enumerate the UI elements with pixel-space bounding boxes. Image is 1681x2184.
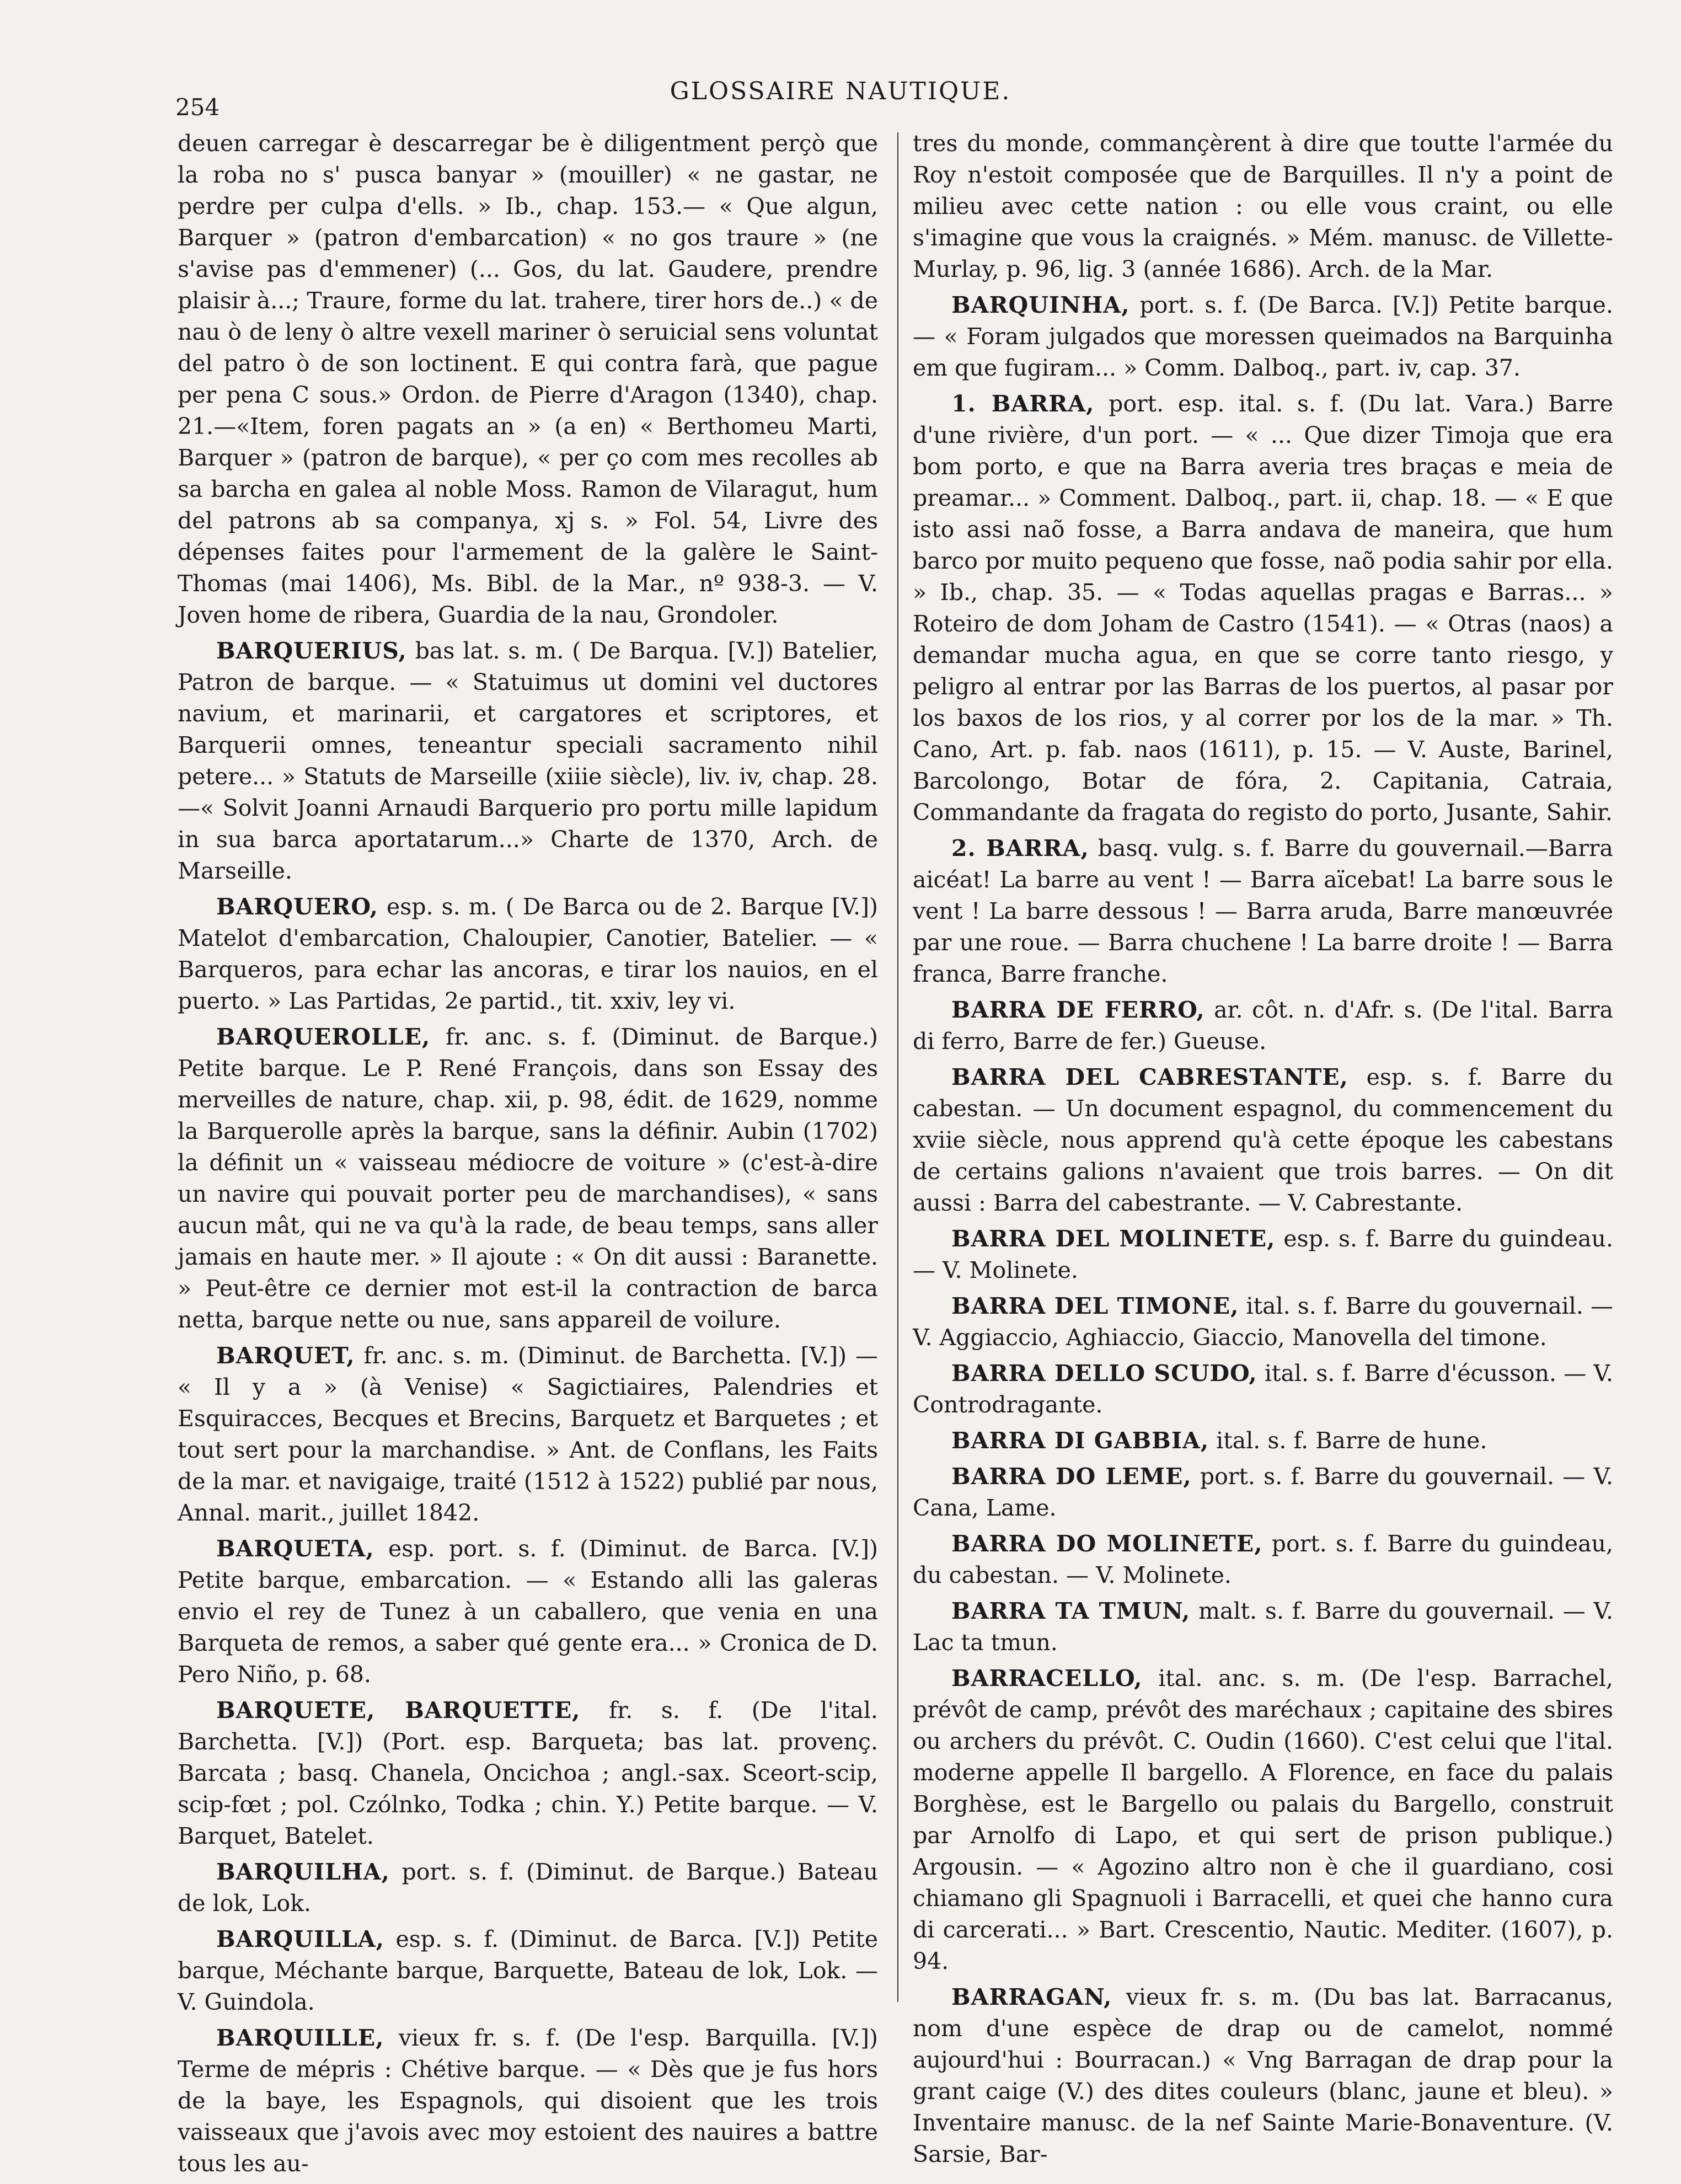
dictionary-entry bbox=[913, 1291, 1613, 1353]
dictionary-entry bbox=[913, 1663, 1613, 1977]
left-column bbox=[178, 128, 878, 2184]
entry-text: bas lat. s. m. ( De Barqua. [V.]) Batelier, Patron de barque. — « Statuimus ut domini vel ductores navium, et marinarii, et cargatores et scriptores, et Barquerii omnes, teneantur speciali sacramento nihil petere... » Statuts de Marseille (xiiie siècle), liv. iv, chap. 28.—« Solvit Joanni Arnaudi Barquerio pro portu mille lapidum in sua barca aportatarum...» Charte de 1370, Arch. de Marseille. bbox=[178, 638, 878, 884]
entry-text: esp. s. f. (Diminut. de Barca. [V.]) Petite barque, Méchante barque, Barquette, Bateau de lok, Lok. — V. Guindola. bbox=[178, 1926, 878, 2015]
dictionary-entry bbox=[913, 994, 1613, 1057]
entry-headword: BARQUERO, bbox=[216, 893, 378, 920]
entry-headword: BARQUILLA, bbox=[216, 1926, 384, 1952]
entry-text: port. s. f. Barre du gouvernail. — V. Cana, Lame. bbox=[913, 1463, 1613, 1521]
entry-text: esp. s. f. Barre du cabestan. — Un document espagnol, du commencement du xviie siècle, nous apprend qu'à cette époque les cabestans de certains galions n'avaient que trois barres. — On dit aussi : Barra del cabestrante. — V. Cabrestante. bbox=[913, 1064, 1613, 1216]
dictionary-entry bbox=[178, 1340, 878, 1529]
dictionary-entry bbox=[913, 1062, 1613, 1219]
entry-headword: BARRA TA TMUN, bbox=[951, 1598, 1191, 1624]
entry-text: ar. côt. n. d'Afr. s. (De l'ital. Barra di ferro, Barre de fer.) Gueuse. bbox=[913, 997, 1613, 1054]
dictionary-entry bbox=[178, 128, 878, 631]
entry-headword: BARQUETE, BARQUETTE, bbox=[216, 1697, 581, 1723]
dictionary-entry bbox=[178, 1924, 878, 2018]
dictionary-entry bbox=[178, 1533, 878, 1690]
dictionary-entry bbox=[178, 1856, 878, 1919]
entry-text: ital. anc. s. m. (De l'esp. Barrachel, prévôt de camp, prévôt des maréchaux ; capitaine des sbires ou archers du prévôt. C. Oudin (1660). C'est celui que l'ital. moderne appelle Il bargello. A Florence, en face du palais Borghèse, est le Bargello ou palais du Bargello, construit par Arnolfo di Lapo, et qui sert de prison publique.) Argousin. — « Agozino altro non è che il guardiano, cosi chiamano gli Spagnuoli i Barracelli, et quei che hanno cura di carcerati... » Bart. Crescentio, Nautic. Mediter. (1607), p. 94. bbox=[913, 1665, 1613, 1974]
entry-text: malt. s. f. Barre du gouvernail. — V. Lac ta tmun. bbox=[913, 1598, 1613, 1656]
entry-text: esp. port. s. f. (Diminut. de Barca. [V.]) Petite barque, embarcation. — « Estando alli las galeras envio el rey de Tunez à un caballero, que venia en una Barqueta de remos, a saber qué gente era... » Cronica de D. Pero Niño, p. 68. bbox=[178, 1535, 878, 1688]
dictionary-entry bbox=[913, 1425, 1613, 1457]
entry-headword: BARRA DE FERRO, bbox=[951, 997, 1205, 1023]
entry-headword: BARQUEROLLE, bbox=[216, 1024, 431, 1050]
dictionary-entry bbox=[913, 1528, 1613, 1591]
entry-text: esp. s. f. Barre du guindeau. — V. Molinete. bbox=[913, 1225, 1613, 1283]
entry-headword: 1. BARRA, bbox=[951, 390, 1095, 417]
entry-headword: BARQUINHA, bbox=[951, 292, 1130, 318]
dictionary-entry bbox=[178, 2022, 878, 2180]
entry-text: esp. s. m. ( De Barca ou de 2. Barque [V.]) Matelot d'embarcation, Chaloupier, Canotier, Batelier. — « Barqueros, para echar las ancoras, e tirar los nauios, en el puerto. » Las Partidas, 2e partid., tit. xxiv, ley vi. bbox=[178, 893, 878, 1014]
entry-text: vieux fr. s. m. (Du bas lat. Barracanus, nom d'une espèce de drap ou de camelot, nommé aujourd'hui : Bourracan.) « Vng Barragan de drap pour la grant caige (V.) des dites couleurs (blanc, jaune et bleu). » Inventaire manusc. de la nef Sainte Marie-Bonaventure. (V. Sarsie, Bar- bbox=[913, 1984, 1613, 2167]
entry-text: deuen carregar è descarregar be è diligentment perçò que la roba no s' pusca banyar » (mouiller) « ne gastar, ne perdre per culpa d'ells. » Ib., chap. 153.— « Que algun, Barquer » (patron d'embarcation) « no gos traure » (ne s'avise pas d'emmener) (... Gos, du lat. Gaudere, prendre plaisir à...; Traure, forme du lat. trahere, tirer hors de..) « de nau ò de leny ò altre vexell mariner ò seruicial sens voluntat del patro ò de son loctinent. E qui contra farà, que pague per pena C sous.» Ordon. de Pierre d'Aragon (1340), chap. 21.—«Item, foren pagats an » (a en) « Berthomeu Marti, Barquer » (patron de barque), « per ço com mes recolles ab sa barcha en galea al noble Moss. Ramon de Vilaragut, hum del patrons ab sa companya, xj s. » Fol. 54, Livre des dépenses faites pour l'armement de la galère le Saint-Thomas (mai 1406), Ms. Bibl. de la Mar., nº 938-3. — V. Joven home de ribera, Guardia de la nau, Grondoler. bbox=[178, 130, 878, 628]
entry-headword: BARRACELLO, bbox=[951, 1665, 1143, 1691]
dictionary-entry bbox=[913, 1461, 1613, 1524]
dictionary-entry bbox=[913, 1982, 1613, 2170]
entry-text: vieux fr. s. f. (De l'esp. Barquilla. [V.]) Terme de mépris : Chétive barque. — « Dès que je fus hors de la baye, les Espagnols, qui disoient que les trois vaisseaux que j'avois avec moy estoient des nauires a battre tous les au- bbox=[178, 2025, 878, 2177]
dictionary-entry bbox=[913, 1223, 1613, 1286]
entry-headword: BARRA DEL MOLINETE, bbox=[951, 1225, 1276, 1252]
dictionary-entry bbox=[913, 290, 1613, 384]
page-number: 254 bbox=[175, 94, 220, 121]
dictionary-entry bbox=[913, 833, 1613, 990]
entry-headword: BARRA DI GABBIA, bbox=[951, 1427, 1209, 1454]
entry-text: ital. s. f. Barre du gouvernail. — V. Aggiaccio, Aghiaccio, Giaccio, Manovella del timone. bbox=[913, 1293, 1613, 1351]
dictionary-entry bbox=[178, 1021, 878, 1336]
entry-text: fr. anc. s. m. (Diminut. de Barchetta. [V.]) — « Il y a » (à Venise) « Sagictiaires, Palendries et Esquiracces, Becques et Brecins, Barquetz et Barquetes ; et tout sert pour la marchandise. » Ant. de Conflans, les Faits de la mar. et navigaige, traité (1512 à 1522) publié par nous, Annal. marit., juillet 1842. bbox=[178, 1342, 878, 1526]
entry-headword: BARRA DEL CABRESTANTE, bbox=[951, 1064, 1348, 1090]
dictionary-entry bbox=[178, 891, 878, 1017]
entry-headword: BARRAGAN, bbox=[951, 1984, 1112, 2010]
entry-headword: BARRA DEL TIMONE, bbox=[951, 1293, 1239, 1319]
entry-headword: BARRA DO MOLINETE, bbox=[951, 1530, 1263, 1557]
entry-headword: BARQUILHA, bbox=[216, 1859, 390, 1885]
entry-headword: BARQUILLE, bbox=[216, 2025, 384, 2051]
entry-headword: 2. BARRA, bbox=[951, 835, 1089, 861]
entry-text: port. s. f. (De Barca. [V.]) Petite barque. — « Foram julgados que moressen queimados na Barquinha em que fugiram... » Comm. Dalboq., part. iv, cap. 37. bbox=[913, 292, 1613, 381]
right-column bbox=[913, 128, 1613, 2175]
dictionary-entry bbox=[913, 1358, 1613, 1421]
entry-text: ital. s. f. Barre de hune. bbox=[1216, 1427, 1487, 1454]
entry-headword: BARRA DELLO SCUDO, bbox=[951, 1360, 1257, 1387]
dictionary-entry bbox=[913, 1596, 1613, 1658]
entry-headword: BARQUET, bbox=[216, 1342, 355, 1369]
entry-text: port. s. f. Barre du guindeau, du cabestan. — V. Molinete. bbox=[913, 1530, 1613, 1588]
entry-headword: BARQUERIUS, bbox=[216, 638, 407, 664]
entry-text: fr. anc. s. f. (Diminut. de Barque.) Petite barque. Le P. René François, dans son Essay des merveilles de nature, chap. xii, p. 98, édit. de 1629, nomme la Barquerolle après la barque, sans la définir. Aubin (1702) la définit un « vaisseau médiocre de voiture » (c'est-à-dire un navire qui pouvait porter peu de marchandises), « sans aucun mât, qui ne va qu'à la rade, de beau temps, sans aller jamais en haute mer. » Il ajoute : « On dit aussi : Baranette. » Peut-être ce dernier mot est-il la contraction de barca netta, barque nette ou nue, sans appareil de voilure. bbox=[178, 1024, 878, 1333]
running-head: GLOSSAIRE NAUTIQUE. bbox=[670, 77, 1011, 105]
dictionary-entry bbox=[913, 128, 1613, 285]
entry-text: basq. vulg. s. f. Barre du gouvernail.—Barra aicéat! La barre au vent ! — Barra aïcebat! La barre sous le vent ! La barre dessous ! — Barra aruda, Barre manœuvrée par une roue. — Barra chuchene ! La barre droite ! — Barra franca, Barre franche. bbox=[913, 835, 1613, 987]
dictionary-entry bbox=[178, 635, 878, 887]
dictionary-entry bbox=[913, 388, 1613, 828]
column-divider bbox=[897, 132, 898, 2002]
entry-headword: BARQUETA, bbox=[216, 1535, 374, 1562]
entry-text: ital. s. f. Barre d'écusson. — V. Controdragante. bbox=[913, 1360, 1613, 1418]
entry-text: port. s. f. (Diminut. de Barque.) Bateau de lok, Lok. bbox=[178, 1859, 878, 1917]
entry-text: tres du monde, commançèrent à dire que toutte l'armée du Roy n'estoit composée que de Barquilles. Il n'y a point de milieu avec cette nation : ou elle vous craint, ou elle s'imagine que vous la craignés. » Mém. manusc. de Villette-Murlay, p. 96, lig. 3 (année 1686). Arch. de la Mar. bbox=[913, 130, 1613, 282]
entry-text: fr. s. f. (De l'ital. Barchetta. [V.]) (Port. esp. Barqueta; bas lat. provenç. Barcata ; basq. Chanela, Oncichoa ; angl.-sax. Sceort-scip, scip-fœt ; pol. Czólnko, Todka ; chin. Y.) Petite barque. — V. Barquet, Batelet. bbox=[178, 1697, 878, 1849]
entry-text: port. esp. ital. s. f. (Du lat. Vara.) Barre d'une rivière, d'un port. — « ... Que dizer Timoja que era bom porto, e que na Barra averia tres braças e meia de preamar... » Comment. Dalboq., part. ii, chap. 18. — « E que isto assi naõ fosse, a Barra andava de maneira, que hum barco por muito pequeno que fosse, naõ podia sahir por ella. » Ib., chap. 35. — « Todas aquellas pragas e Barras... » Roteiro de dom Joham de Castro (1541). — « Otras (naos) a demandar mucha agua, en que se corre tanto riesgo, y peligro al entrar por las Barras de los puertos, al pasar por los baxos de los rios, y al correr por los de la mar. » Th. Cano, Art. p. fab. naos (1611), p. 15. — V. Auste, Barinel, Barcolongo, Botar de fóra, 2. Capitania, Catraia, Commandante da fragata do registo do porto, Jusante, Sahir. bbox=[913, 390, 1613, 826]
dictionary-entry bbox=[178, 1695, 878, 1852]
entry-headword: BARRA DO LEME, bbox=[951, 1463, 1192, 1490]
